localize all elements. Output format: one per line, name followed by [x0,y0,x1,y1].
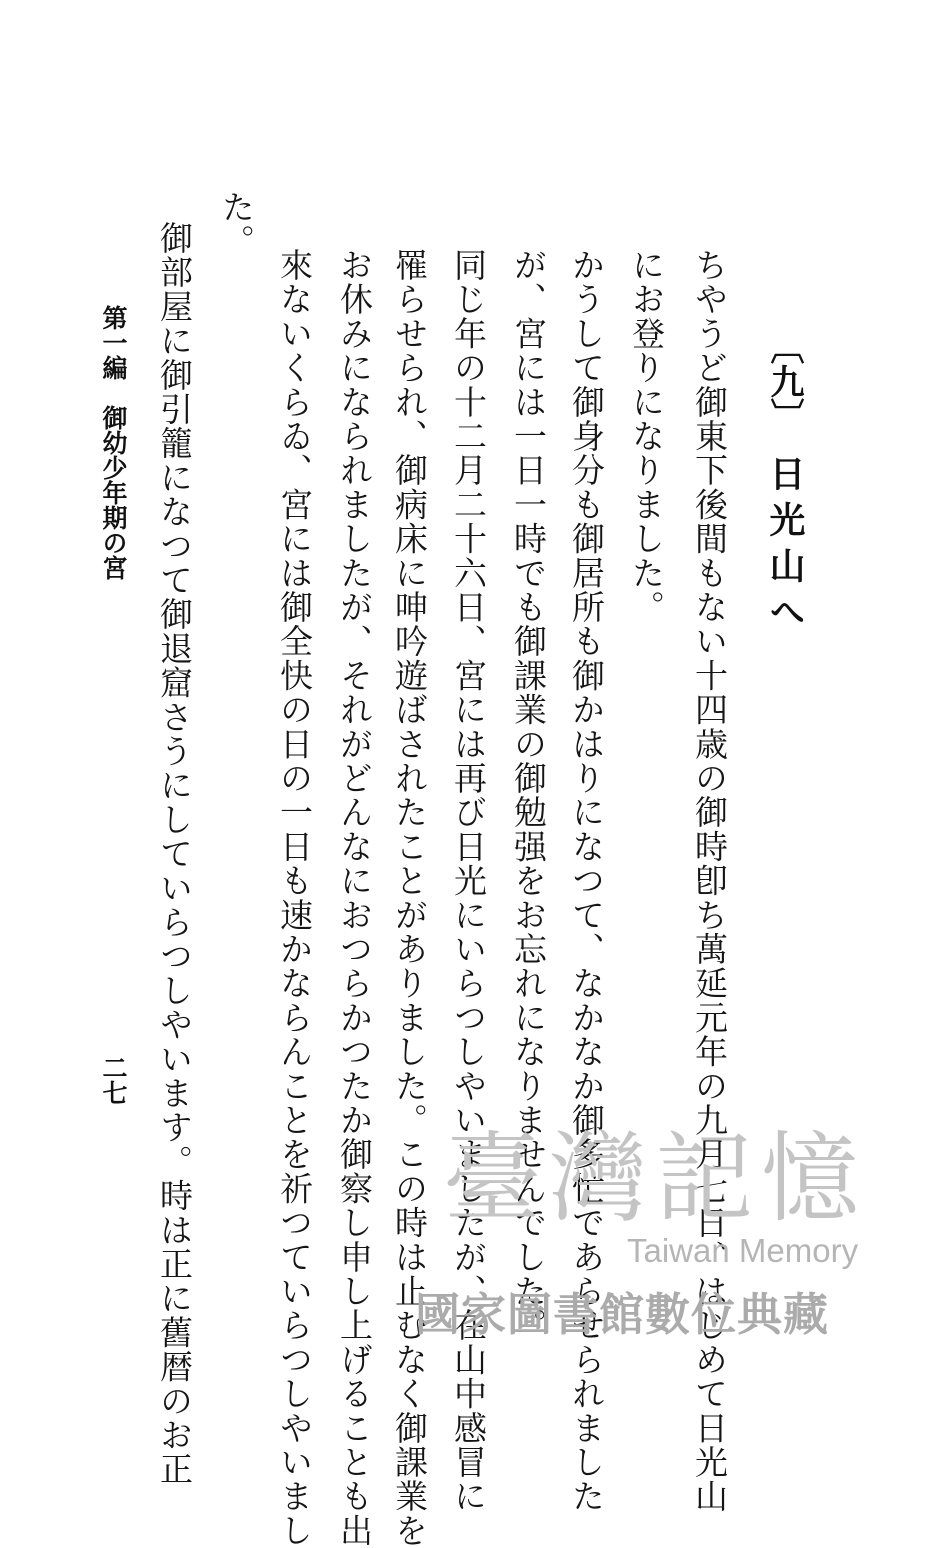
section-title: 日光山へ [764,455,806,639]
body-column-8: 來ないくらゐ、宮には御全快の日の一日も速かならんことを祈つていらつしやいまし [275,248,314,1548]
watermark-institution: 國家圖書館數位典藏 [415,1288,830,1341]
watermark-english: Taiwan Memory [627,1232,859,1269]
body-column-4: が、宮には一日一時でも御課業の御勉强をお忘れになりませんでした。 [509,248,548,1343]
body-column-5: 同じ年の十二月二十六日、宮には再び日光にいらつしやいましたが、在山中感冒に [449,248,488,1514]
body-column-3: かうして御身分も御居所も御かはりになつて、なかなか御多忙であらせられました [567,248,606,1514]
body-column-7: お休みになられましたが、それがどんなにおつらかつたか御察し申し上げることも出 [335,248,374,1548]
body-column-1: ちやうど御東下後間もない十四歳の御時卽ち萬延元年の九月七日、はじめて日光山 [690,248,729,1514]
body-column-6: 罹らせられ、御病床に呻吟遊ばされたことがありました。この時は止むなく御課業を [390,248,429,1548]
running-head: 第一編 御幼少年期の宮 [99,305,128,580]
page-number: 二七 [99,1055,128,1105]
section-number: 〔九〕 [764,330,804,432]
body-column-2: にお登りになりました。 [627,248,666,625]
watermark-logo-text: 臺灣記憶 [443,1122,868,1236]
body-column-10: 御部屋に御引籠になつて御退窟さうにしていらつしやいます。時は正に舊暦のお正 [155,221,194,1487]
body-column-9: た。 [217,190,256,259]
